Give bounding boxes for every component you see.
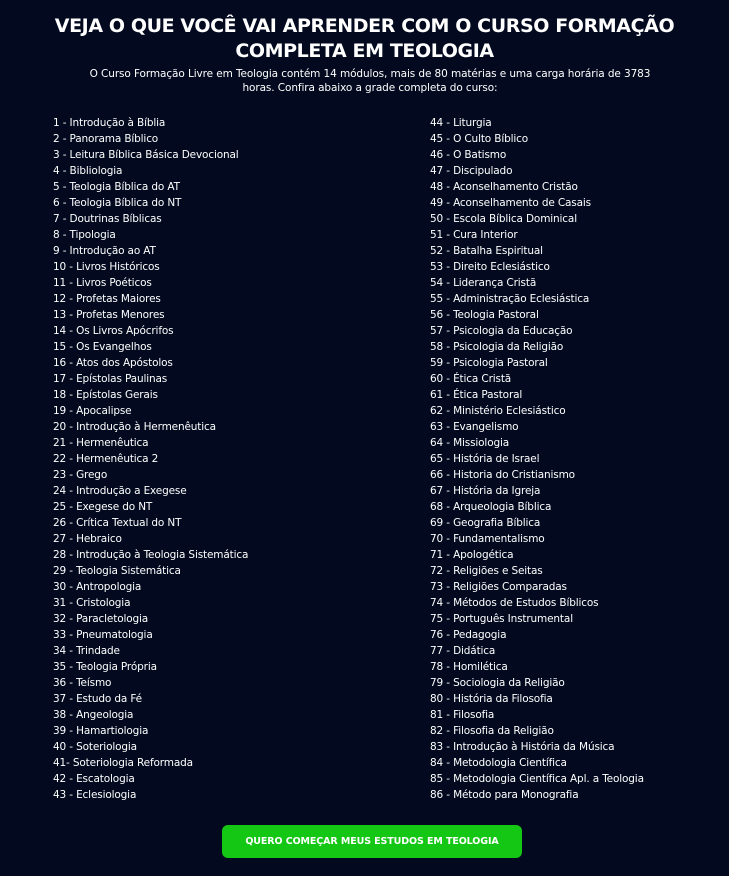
subject-item: 20 - Introdução à Hermenêutica bbox=[53, 421, 216, 433]
subject-item: 68 - Arqueologia Bíblica bbox=[430, 501, 552, 513]
subject-item: 79 - Sociologia da Religião bbox=[430, 677, 565, 689]
subject-item: 70 - Fundamentalismo bbox=[430, 533, 545, 545]
subject-item: 73 - Religiões Comparadas bbox=[430, 581, 567, 593]
subject-item: 12 - Profetas Maiores bbox=[53, 293, 161, 305]
subject-item: 50 - Escola Bíblica Dominical bbox=[430, 213, 577, 225]
subject-item: 32 - Paracletologia bbox=[53, 613, 149, 625]
subject-item: 24 - Introdução a Exegese bbox=[53, 485, 187, 497]
subject-item: 10 - Livros Históricos bbox=[53, 261, 160, 273]
page-title bbox=[0, 14, 729, 64]
subject-item: 51 - Cura Interior bbox=[430, 229, 518, 241]
subject-item: 35 - Teologia Própria bbox=[53, 661, 157, 673]
subject-item: 18 - Epístolas Gerais bbox=[53, 389, 158, 401]
subject-item: 67 - História da Igreja bbox=[430, 485, 541, 497]
subject-item: 78 - Homilética bbox=[430, 661, 508, 673]
subject-item: 53 - Direito Eclesiástico bbox=[430, 261, 550, 273]
subject-item: 48 - Aconselhamento Cristão bbox=[430, 181, 578, 193]
subject-item: 15 - Os Evangelhos bbox=[53, 341, 152, 353]
subject-list-left bbox=[53, 115, 413, 803]
subject-item: 71 - Apologética bbox=[430, 549, 514, 561]
subject-item: 56 - Teologia Pastoral bbox=[430, 309, 539, 321]
subject-item: 45 - O Culto Bíblico bbox=[430, 133, 529, 145]
subject-item: 55 - Administração Eclesiástica bbox=[430, 293, 590, 305]
subject-item: 59 - Psicologia Pastoral bbox=[430, 357, 548, 369]
subject-item: 9 - Introdução ao AT bbox=[53, 245, 156, 257]
subject-item: 31 - Cristologia bbox=[53, 597, 131, 609]
subject-item: 76 - Pedagogia bbox=[430, 629, 507, 641]
subject-item: 21 - Hermenêutica bbox=[53, 437, 149, 449]
subject-item: 62 - Ministério Eclesiástico bbox=[430, 405, 566, 417]
description-line-2: horas. Confira abaixo a grade completa do curso: bbox=[242, 82, 498, 94]
subject-item: 14 - Os Livros Apócrifos bbox=[53, 325, 174, 337]
subject-item: 23 - Grego bbox=[53, 469, 108, 481]
subject-item: 61 - Ética Pastoral bbox=[430, 389, 523, 401]
subject-item: 8 - Tipologia bbox=[53, 229, 116, 241]
subject-item: 74 - Métodos de Estudos Bíblicos bbox=[430, 597, 599, 609]
subject-item: 64 - Missiologia bbox=[430, 437, 510, 449]
subject-item: 52 - Batalha Espiritual bbox=[430, 245, 543, 257]
subject-item: 4 - Bibliologia bbox=[53, 165, 123, 177]
subject-item: 17 - Epístolas Paulinas bbox=[53, 373, 168, 385]
subject-item: 28 - Introdução à Teologia Sistemática bbox=[53, 549, 249, 561]
subject-item: 66 - Historia do Cristianismo bbox=[430, 469, 575, 481]
subject-item: 47 - Discipulado bbox=[430, 165, 513, 177]
subject-item: 57 - Psicologia da Educação bbox=[430, 325, 573, 337]
description-line-1: O Curso Formação Livre em Teologia contém 14 módulos, mais de 80 matérias e uma carga horária de 3783 bbox=[89, 68, 651, 80]
subject-item: 86 - Método para Monografia bbox=[430, 789, 579, 801]
subject-item: 3 - Leitura Bíblica Básica Devocional bbox=[53, 149, 239, 161]
subject-item: 85 - Metodologia Científica Apl. a Teologia bbox=[430, 773, 644, 785]
start-studies-button[interactable]: QUERO COMEÇAR MEUS ESTUDOS EM TEOLOGIA bbox=[222, 825, 522, 858]
subject-item: 25 - Exegese do NT bbox=[53, 501, 153, 513]
subject-item: 84 - Metodologia Científica bbox=[430, 757, 567, 769]
subject-list-right bbox=[430, 115, 720, 803]
title-line-1: VEJA O QUE VOCÊ VAI APRENDER COM O CURSO FORMAÇÃO bbox=[54, 15, 675, 37]
course-description bbox=[70, 67, 670, 95]
subject-item: 49 - Aconselhamento de Casais bbox=[430, 197, 592, 209]
subject-item: 42 - Escatologia bbox=[53, 773, 135, 785]
subject-item: 44 - Liturgia bbox=[430, 117, 492, 129]
subject-item: 65 - História de Israel bbox=[430, 453, 540, 465]
subject-item: 46 - O Batismo bbox=[430, 149, 507, 161]
subject-item: 36 - Teísmo bbox=[53, 677, 112, 689]
subject-item: 11 - Livros Poéticos bbox=[53, 277, 152, 289]
subject-item: 41- Soteriologia Reformada bbox=[53, 757, 193, 769]
subject-item: 6 - Teologia Bíblica do NT bbox=[53, 197, 182, 209]
subject-item: 69 - Geografia Bíblica bbox=[430, 517, 541, 529]
subject-item: 60 - Ética Cristã bbox=[430, 373, 512, 385]
subject-item: 83 - Introdução à História da Música bbox=[430, 741, 615, 753]
subject-item: 2 - Panorama Bíblico bbox=[53, 133, 159, 145]
subject-item: 29 - Teologia Sistemática bbox=[53, 565, 181, 577]
subject-item: 16 - Atos dos Apóstolos bbox=[53, 357, 173, 369]
subject-item: 75 - Português Instrumental bbox=[430, 613, 573, 625]
subject-item: 54 - Liderança Cristã bbox=[430, 277, 537, 289]
subject-item: 38 - Angeologia bbox=[53, 709, 134, 721]
subject-item: 33 - Pneumatologia bbox=[53, 629, 153, 641]
subject-item: 13 - Profetas Menores bbox=[53, 309, 165, 321]
subject-item: 7 - Doutrinas Bíblicas bbox=[53, 213, 162, 225]
subject-item: 77 - Didática bbox=[430, 645, 496, 657]
subject-item: 5 - Teologia Bíblica do AT bbox=[53, 181, 180, 193]
subject-item: 72 - Religiões e Seitas bbox=[430, 565, 543, 577]
subject-item: 43 - Eclesiologia bbox=[53, 789, 137, 801]
subject-item: 22 - Hermenêutica 2 bbox=[53, 453, 159, 465]
subject-item: 19 - Apocalipse bbox=[53, 405, 132, 417]
subject-item: 37 - Estudo da Fé bbox=[53, 693, 142, 705]
subject-item: 34 - Trindade bbox=[53, 645, 120, 657]
subject-item: 63 - Evangelismo bbox=[430, 421, 519, 433]
subject-item: 1 - Introdução à Bíblia bbox=[53, 117, 166, 129]
subject-item: 27 - Hebraico bbox=[53, 533, 122, 545]
subject-item: 40 - Soteriologia bbox=[53, 741, 137, 753]
subject-item: 80 - História da Filosofia bbox=[430, 693, 553, 705]
subject-item: 81 - Filosofia bbox=[430, 709, 495, 721]
subject-item: 39 - Hamartiologia bbox=[53, 725, 149, 737]
subject-item: 26 - Crítica Textual do NT bbox=[53, 517, 182, 529]
subject-item: 30 - Antropologia bbox=[53, 581, 142, 593]
subject-item: 58 - Psicologia da Religião bbox=[430, 341, 564, 353]
title-line-2: COMPLETA EM TEOLOGIA bbox=[235, 40, 494, 62]
subject-item: 82 - Filosofia da Religião bbox=[430, 725, 554, 737]
